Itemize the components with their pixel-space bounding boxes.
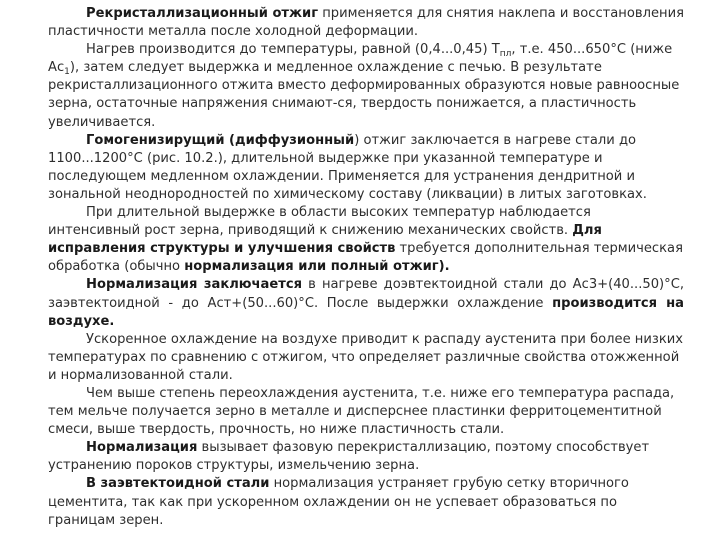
term-recrystallization-annealing: Рекристаллизационный отжиг — [86, 6, 319, 21]
document-body — [48, 5, 684, 530]
emphasis-air-cooling: производится на воздухе. — [48, 295, 684, 329]
subscript: пл — [499, 49, 512, 60]
term-normalization: Нормализация — [86, 440, 198, 456]
emphasis-normalization-or-full-annealing: нормализация или полный отжиг). — [184, 259, 450, 275]
text: ), затем следует выдержка и медленное охлаждение с печью. В результате рекристаллизационного отжита вместо деформированных образуются новые равноосные зерна, остаточные напряжения снимают-ся, твердость понижается, а пластичность увеличивается. — [48, 60, 680, 130]
term-hypereutectoid-steel: В заэвтектоидной стали — [86, 476, 270, 492]
paragraph-accelerated-cooling — [48, 331, 684, 385]
text: в нагреве доэвтектоидной стали до Ас3+(40...50)°С, заэвтектоидной - до Аст+(50...60)°С. После выдержки охлаждение — [48, 277, 684, 311]
paragraph-heating — [48, 41, 684, 131]
text: ) отжиг заключается в нагреве стали до 1100...1200°С (рис. 10.2.), длительной выдержке при указанной температуре и последующем медленном охлаждении. Применяется для устранения дендритной и зональной неоднородностей по химическому составу (ликвации) в литых заготовках. — [48, 132, 647, 202]
text: Ускоренное охлаждение на воздухе приводит к распаду аустенита при более низких температурах по сравнению с отжигом, что определяет различные свойства отожженной и нормализованной стали. — [48, 331, 683, 383]
term-homogenizing-annealing: Гомогенизирущий (диффузионный — [86, 132, 355, 148]
term-normalization: Нормализация заключается — [86, 277, 302, 293]
subscript: 1 — [64, 67, 70, 78]
text: Нагрев производится до температуры, равной (0,4...0,45) T — [86, 42, 500, 58]
paragraph-grain-growth — [48, 204, 684, 276]
text: нормализация устраняет грубую сетку вторичного цементита, так как при ускоренном охлаждении он не успевает образоваться по границам зерен. — [48, 476, 629, 528]
paragraph-normalization-effect — [48, 439, 684, 475]
text: При длительной выдержке в области высоких температур наблюдается интенсивный рост зерна, приводящий к снижению механических свойств. — [48, 205, 591, 239]
text: применяется для снятия наклепа и восстановления пластичности металла после холодной деформации. — [48, 6, 684, 40]
text: Чем выше степень переохлаждения аустенита, т.е. ниже его температура распада, тем мельче получается зерно в металле и дисперснее пластинки ферритоцементитной смеси, выше твердость, прочность, но ниже пластичность стали. — [48, 385, 675, 438]
emphasis-structure-correction: Для исправления структуры и улучшения свойств — [48, 223, 602, 257]
paragraph-homogenizing-annealing — [48, 132, 684, 204]
paragraph-recrystallization-annealing — [48, 5, 684, 41]
paragraph-normalization-definition — [48, 276, 684, 330]
text: вызывает фазовую перекристаллизацию, поэтому способствует устранению пороков структуры, измельчению зерна. — [48, 440, 650, 474]
paragraph-supercooling — [48, 385, 684, 439]
text: , т.е. 450...650°С (ниже Ас — [48, 42, 673, 76]
text: требуется дополнительная термическая обработка (обычно — [48, 241, 683, 275]
paragraph-hypereutectoid-steel — [48, 475, 684, 529]
